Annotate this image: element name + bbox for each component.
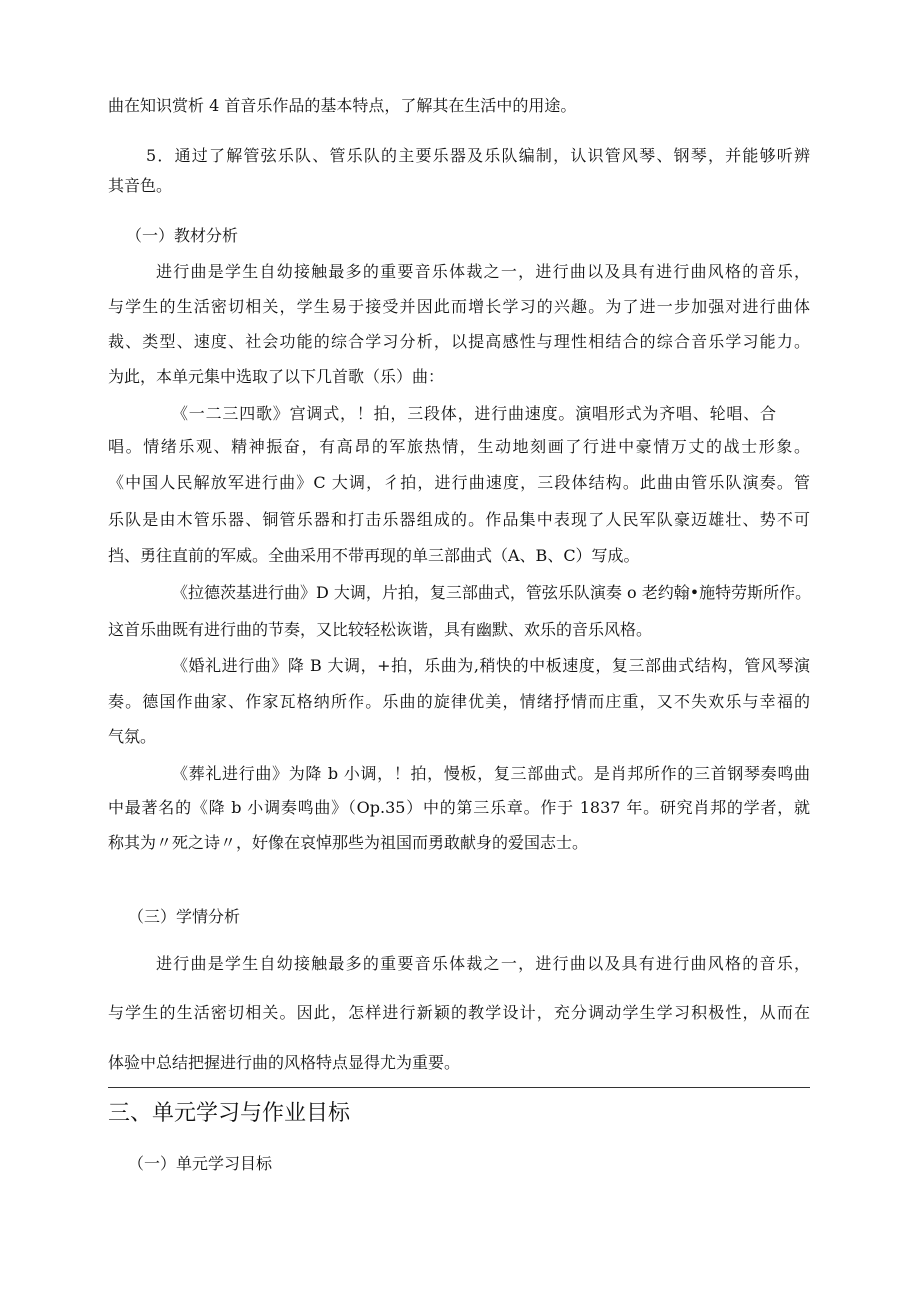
paragraph-line: 唱。情绪乐观、精神振奋，有高昂的军旅热情，生动地刻画了行进中豪情万丈的战士形象。: [108, 437, 810, 456]
paragraph-line: 曲在知识赏析 4 首音乐作品的基本特点，了解其在生活中的用途。: [108, 96, 577, 115]
subsection-heading-unit-learning-goals: （一）单元学习目标: [128, 1154, 273, 1173]
paragraph-line: 《葬礼进行曲》为降 b 小调，！拍，慢板，复三部曲式。是肖邦所作的三首钢琴奏鸣曲: [172, 764, 810, 783]
paragraph-line: 与学生的生活密切相关，学生易于接受并因此而增长学习的兴趣。为了进一步加强对进行曲体: [108, 297, 810, 316]
paragraph-line: 《一二三四歌》宫调式，！拍，三段体，进行曲速度。演唱形式为齐唱、轮唱、合: [172, 404, 776, 423]
paragraph-line: 5．通过了解管弦乐队、管乐队的主要乐器及乐队编制，认识管风琴、钢琴，并能够听辨: [146, 146, 810, 165]
paragraph-line: 为此，本单元集中选取了以下几首歌（乐）曲：: [108, 367, 445, 386]
paragraph-line: 裁、类型、速度、社会功能的综合学习分析，以提高感性与理性相结合的综合音乐学习能力。: [108, 332, 810, 351]
paragraph-line: 进行曲是学生自幼接触最多的重要音乐体裁之一，进行曲以及具有进行曲风格的音乐，: [156, 262, 810, 281]
paragraph-line: 挡、勇往直前的军威。全曲采用不带再现的单三部曲式（A、B、C）写成。: [108, 546, 640, 565]
paragraph-line: 体验中总结把握进行曲的风格特点显得尤为重要。: [108, 1053, 461, 1072]
paragraph-line: 《婚礼进行曲》降 B 大调，+拍，乐曲为,稍快的中板速度，复三部曲式结构，管风琴演: [172, 656, 810, 675]
section-heading: 三、单元学习与作业目标: [108, 1101, 351, 1126]
paragraph-line: 其音色。: [108, 176, 173, 195]
paragraph-line: 这首乐曲既有进行曲的节奏，又比较轻松诙谐，具有幽默、欢乐的音乐风格。: [108, 620, 653, 639]
subsection-heading-textbook-analysis: （一）教材分析: [126, 226, 239, 245]
paragraph-line: 与学生的生活密切相关。因此，怎样进行新颖的教学设计，充分调动学生学习积极性，从而在: [108, 1003, 810, 1022]
paragraph-line: 《拉德茨基进行曲》D 大调，片拍，复三部曲式，管弦乐队演奏 o 老约翰•施特劳斯所作。: [172, 583, 812, 602]
paragraph-line: 《中国人民解放军进行曲》C 大调，彳拍，进行曲速度，三段体结构。此曲由管乐队演奏。管: [108, 473, 810, 492]
section-divider: [108, 1087, 810, 1088]
paragraph-line: 中最著名的《降 b 小调奏鸣曲》（Op.35）中的第三乐章。作于 1837 年。研究肖邦的学者，就: [108, 798, 810, 817]
paragraph-line: 进行曲是学生自幼接触最多的重要音乐体裁之一，进行曲以及具有进行曲风格的音乐，: [156, 954, 810, 973]
paragraph-line: 称其为〃死之诗〃，好像在哀悼那些为祖国而勇敢献身的爱国志士。: [108, 833, 589, 852]
paragraph-line: 气氛。: [108, 727, 157, 746]
paragraph-line: 乐队是由木管乐器、铜管乐器和打击乐器组成的。作品集中表现了人民军队豪迈雄壮、势不可: [108, 510, 810, 529]
subsection-heading-learner-analysis: （三）学情分析: [128, 907, 241, 926]
paragraph-line: 奏。德国作曲家、作家瓦格纳所作。乐曲的旋律优美，情绪抒情而庄重，又不失欢乐与幸福的: [108, 692, 810, 711]
